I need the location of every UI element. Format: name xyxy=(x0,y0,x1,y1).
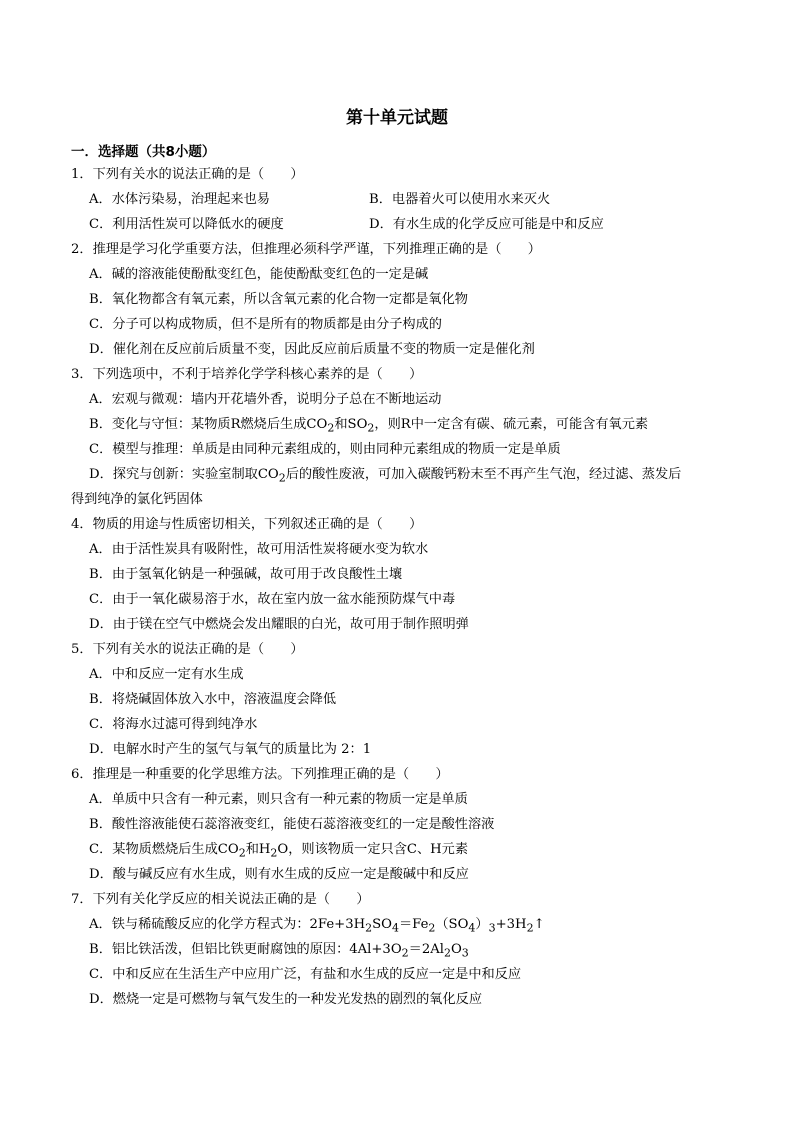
question-1-option-d: D．有水生成的化学反应可能是中和反应 xyxy=(369,217,604,232)
question-6-option-a: A．单质中只含有一种元素，则只含有一种元素的物质一定是单质 xyxy=(89,792,468,807)
equation-text: SO xyxy=(372,917,392,932)
question-1-option-c: C．利用活性炭可以降低水的硬度 xyxy=(89,217,284,232)
subscript: 3 xyxy=(488,921,496,935)
question-3-option-c: C．模型与推理：单质是由同种元素组成的，则由同种元素组成的物质一定是单质 xyxy=(89,442,561,457)
subscript: 2 xyxy=(428,921,436,935)
question-1 xyxy=(71,162,726,237)
question-5-stem: 5．下列有关水的说法正确的是（ ） xyxy=(71,642,304,657)
question-3-option-d-part-2: 后的酸性废液，可加入碳酸钙粉末至不再产生气泡，经过滤、蒸发后 xyxy=(285,467,682,482)
question-3 xyxy=(71,362,726,512)
subscript: 2 xyxy=(443,946,451,960)
question-5-option-c: C．将海水过滤可得到纯净水 xyxy=(89,717,258,732)
question-6-option-d: D．酸与碱反应有水生成，则有水生成的反应一定是酸碱中和反应 xyxy=(89,867,469,882)
subscript: 4 xyxy=(468,921,476,935)
question-7-option-c: C．中和反应在生活生产中应用广泛，有盐和水生成的反应一定是中和反应 xyxy=(89,967,522,982)
equation-text: ＝Fe xyxy=(398,917,429,932)
question-2-option-d: D．催化剂在反应前后质量不变，因此反应前后质量不变的物质一定是催化剂 xyxy=(89,342,535,357)
subscript: 2 xyxy=(526,921,534,935)
equation-text: ） xyxy=(475,917,489,932)
question-4-option-a: A．由于活性炭具有吸附性，故可用活性炭将硬水变为软水 xyxy=(89,542,429,557)
question-7-option-d: D．燃烧一定是可燃物与氧气发生的一种发光发热的剧烈的氧化反应 xyxy=(89,992,483,1007)
question-3-option-b-part-3: ，则R中一定含有碳、硫元素，可能含有氧元素 xyxy=(374,417,649,432)
question-6-option-c-part-2: 和H xyxy=(245,842,271,857)
question-2-option-b: B．氧化物都含有氧元素，所以含氧元素的化合物一定都是氧化物 xyxy=(89,292,468,307)
question-2-stem: 2．推理是学习化学重要方法，但推理必须科学严谨，下列推理正确的是（ ） xyxy=(71,242,541,257)
equation-text: B．铝比铁活泼，但铝比铁更耐腐蚀的原因：4Al+3O xyxy=(89,942,402,957)
subscript: 2 xyxy=(238,846,246,860)
question-3-option-b xyxy=(71,412,726,437)
question-5-option-b: B．将烧碱固体放入水中，溶液温度会降低 xyxy=(89,692,337,707)
question-6-stem: 6．推理是一种重要的化学思维方法。下列推理正确的是（ ） xyxy=(71,767,449,782)
subscript: 2 xyxy=(401,946,409,960)
question-6-option-c-part-1: C．某物质燃烧后生成CO xyxy=(89,842,239,857)
question-7 xyxy=(71,887,726,1012)
question-1-option-b: B．电器着火可以使用水来灭火 xyxy=(369,192,551,207)
question-2-option-c: C．分子可以构成物质，但不是所有的物质都是由分子构成的 xyxy=(89,317,442,332)
question-3-option-b-part-2: 和SO xyxy=(334,417,368,432)
question-4-stem: 4．物质的用途与性质密切相关，下列叙述正确的是（ ） xyxy=(71,517,423,532)
gas-arrow-icon: ↑ xyxy=(533,917,545,932)
page-title: 第十单元试题 xyxy=(346,108,448,128)
question-6-option-c xyxy=(71,837,726,862)
question-4-option-b: B．由于氢氧化钠是一种强碱，故可用于改良酸性土壤 xyxy=(89,567,403,582)
question-3-option-b-part-1: B．变化与守恒：某物质R燃烧后生成CO xyxy=(89,417,328,432)
question-5-option-a: A．中和反应一定有水生成 xyxy=(89,667,244,682)
subscript: 2 xyxy=(365,921,373,935)
subscript: 2 xyxy=(327,421,335,435)
subscript: 3 xyxy=(461,946,469,960)
equation-text: O xyxy=(450,942,462,957)
subscript: 2 xyxy=(270,846,278,860)
equation-text: （SO xyxy=(435,917,469,932)
question-7-stem: 7．下列有关化学反应的相关说法正确的是（ ） xyxy=(71,892,370,907)
question-3-option-d-continued: 得到纯净的氯化钙固体 xyxy=(71,492,203,507)
question-4-option-c: C．由于一氧化碳易溶于水，故在室内放一盆水能预防煤气中毒 xyxy=(89,592,456,607)
question-3-option-d-part-1: D．探究与创新：实验室制取CO xyxy=(89,467,279,482)
question-6 xyxy=(71,762,726,887)
question-3-option-a: A．宏观与微观：墙内开花墙外香，说明分子总在不断地运动 xyxy=(89,392,442,407)
question-2-option-a: A．碱的溶液能使酚酞变红色，能使酚酞变红色的一定是碱 xyxy=(89,267,429,282)
question-2 xyxy=(71,237,726,362)
question-4 xyxy=(71,512,726,637)
equation-text: +3H xyxy=(495,917,527,932)
equation-text: A．铁与稀硫酸反应的化学方程式为：2Fe+3H xyxy=(89,917,366,932)
question-5 xyxy=(71,637,726,762)
subscript: 2 xyxy=(367,421,375,435)
question-5-option-d: D．电解水时产生的氢气与氧气的质量比为 2：1 xyxy=(89,742,372,757)
question-list xyxy=(71,162,726,1012)
equation-text: ＝2Al xyxy=(408,942,444,957)
question-3-option-d xyxy=(71,462,726,487)
question-1-options-row-2 xyxy=(71,212,726,237)
question-1-stem: 1．下列有关水的说法正确的是（ ） xyxy=(71,167,304,182)
question-6-option-c-part-3: O，则该物质一定只含C、H元素 xyxy=(277,842,469,857)
question-7-option-b xyxy=(71,937,726,962)
subscript: 4 xyxy=(391,921,399,935)
question-7-option-a xyxy=(71,912,726,937)
question-1-options-row-1 xyxy=(71,187,726,212)
question-4-option-d: D．由于镁在空气中燃烧会发出耀眼的白光，故可用于制作照明弹 xyxy=(89,617,469,632)
question-1-option-a: A．水体污染易，治理起来也易 xyxy=(89,192,270,207)
question-6-option-b: B．酸性溶液能使石蕊溶液变红，能使石蕊溶液变红的一定是酸性溶液 xyxy=(89,817,495,832)
subscript: 2 xyxy=(278,471,286,485)
question-3-stem: 3．下列选项中，不利于培养化学学科核心素养的是（ ） xyxy=(71,367,423,382)
section-heading: 一．选择题（共8小题） xyxy=(71,144,216,160)
